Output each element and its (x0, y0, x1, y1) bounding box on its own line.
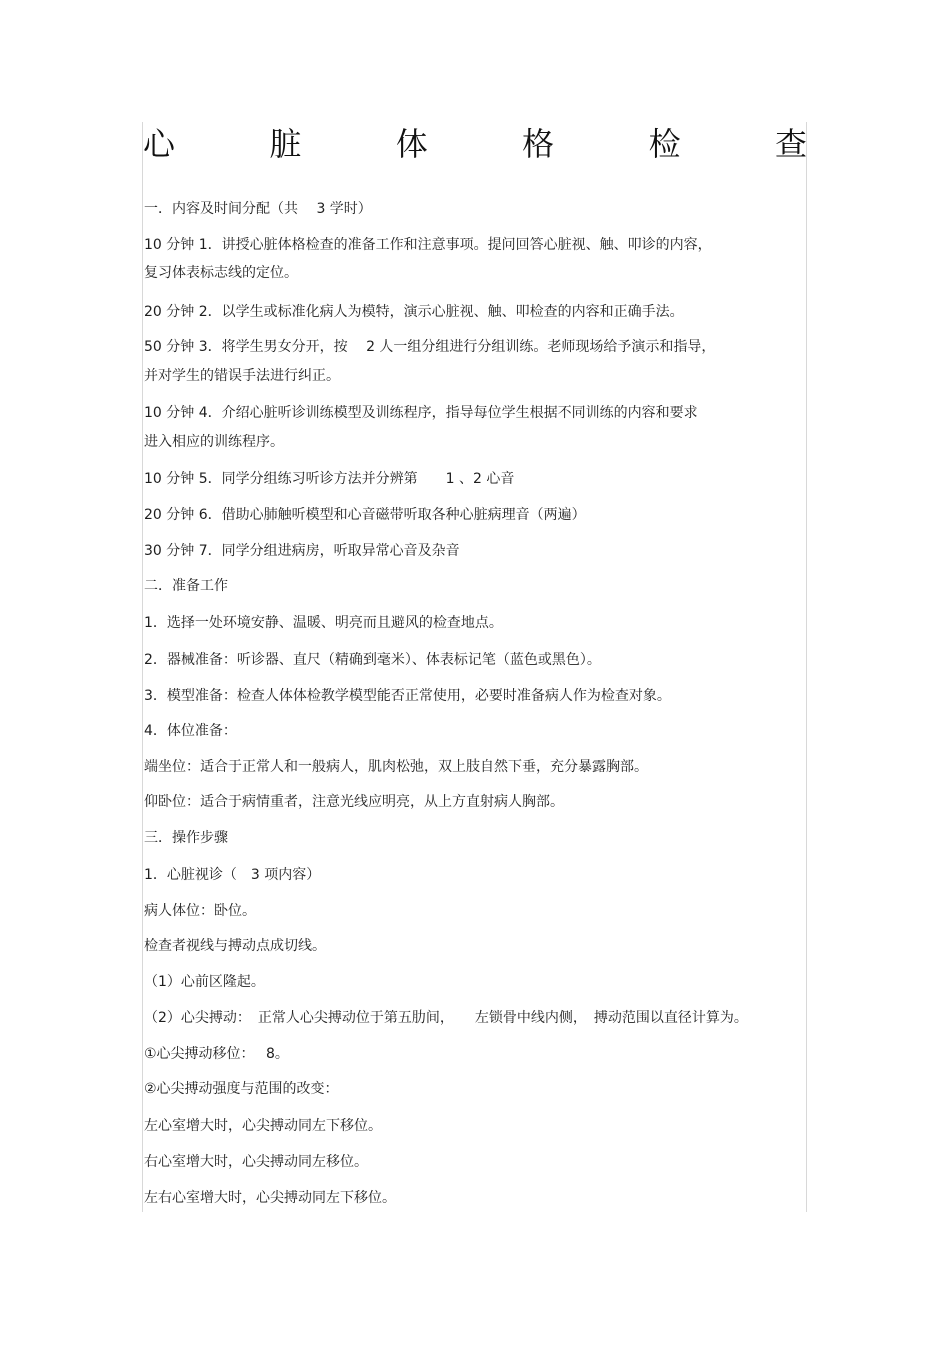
schedule-item-3-continued: 并对学生的错误手法进行纠正。 (144, 368, 340, 384)
schedule-item-4: 10 分钟 4．介绍心脏听诊训练模型及训练程序，指导每位学生根据不同训练的内容和要求 (144, 405, 698, 421)
schedule-item-3: 50 分钟 3．将学生男女分开，按 2 人一组分组进行分组训练。老师现场给予演示和指导， (144, 339, 716, 355)
section-heading-steps: 三．操作步骤 (144, 830, 228, 846)
apex-beat-intensity: ②心尖搏动强度与范围的改变： (144, 1081, 339, 1097)
apex-beat: （2）心尖搏动： 正常人心尖搏动位于第五肋间， 左锁骨中线内侧， 搏动范围以直径计算为。 (144, 1010, 748, 1026)
preparation-item-3: 3．模型准备：检查人体体检教学模型能否正常使用，必要时准备病人作为检查对象。 (144, 688, 671, 704)
schedule-item-2: 20 分钟 2．以学生或标准化病人为模特，演示心脏视、触、叩检查的内容和正确手法。 (144, 304, 684, 320)
title-char: 检 (648, 125, 681, 163)
title-char: 心 (143, 125, 176, 163)
section-heading-preparation: 二．准备工作 (144, 578, 228, 594)
patient-position: 病人体位：卧位。 (144, 903, 256, 919)
page-right-border (806, 122, 807, 1212)
schedule-item-5: 10 分钟 5．同学分组练习听诊方法并分辨第 1 、2 心音 (144, 471, 515, 487)
precordial-bulge: （1）心前区隆起。 (144, 974, 265, 990)
schedule-item-1-continued: 复习体表标志线的定位。 (144, 265, 298, 281)
examiner-sightline: 检查者视线与搏动点成切线。 (144, 938, 326, 954)
step-inspection: 1．心脏视诊（ 3 项内容） (144, 867, 321, 883)
right-ventricle-enlargement: 右心室增大时，心尖搏动同左移位。 (144, 1154, 368, 1170)
position-supine: 仰卧位：适合于病情重者，注意光线应明亮，从上方直射病人胸部。 (144, 794, 564, 810)
schedule-item-4-continued: 进入相应的训练程序。 (144, 434, 284, 450)
preparation-item-1: 1．选择一处环境安静、温暖、明亮而且避风的检查地点。 (144, 615, 503, 631)
section-heading-schedule: 一．内容及时间分配（共 3 学时） (144, 201, 372, 217)
both-ventricles-enlargement: 左右心室增大时，心尖搏动同左下移位。 (144, 1190, 396, 1206)
schedule-item-1: 10 分钟 1．讲授心脏体格检查的准备工作和注意事项。提问回答心脏视、触、叩诊的内容， (144, 237, 712, 253)
preparation-item-4: 4．体位准备： (144, 723, 237, 739)
preparation-item-2: 2．器械准备：听诊器、直尺（精确到毫米）、体表标记笔（蓝色或黑色）。 (144, 652, 601, 668)
title-char: 体 (395, 125, 428, 163)
document-title (143, 122, 807, 166)
title-char: 查 (774, 125, 807, 163)
page-left-border (142, 122, 143, 1212)
schedule-item-6: 20 分钟 6．借助心肺触听模型和心音磁带听取各种心脏病理音（两遍） (144, 507, 586, 523)
title-char: 脏 (269, 125, 302, 163)
apex-beat-displacement: ①心尖搏动移位： 8。 (144, 1046, 289, 1062)
left-ventricle-enlargement: 左心室增大时，心尖搏动同左下移位。 (144, 1118, 382, 1134)
position-sitting: 端坐位：适合于正常人和一般病人，肌肉松弛，双上肢自然下垂，充分暴露胸部。 (144, 759, 648, 775)
title-char: 格 (522, 125, 555, 163)
schedule-item-7: 30 分钟 7．同学分组进病房，听取异常心音及杂音 (144, 543, 460, 559)
